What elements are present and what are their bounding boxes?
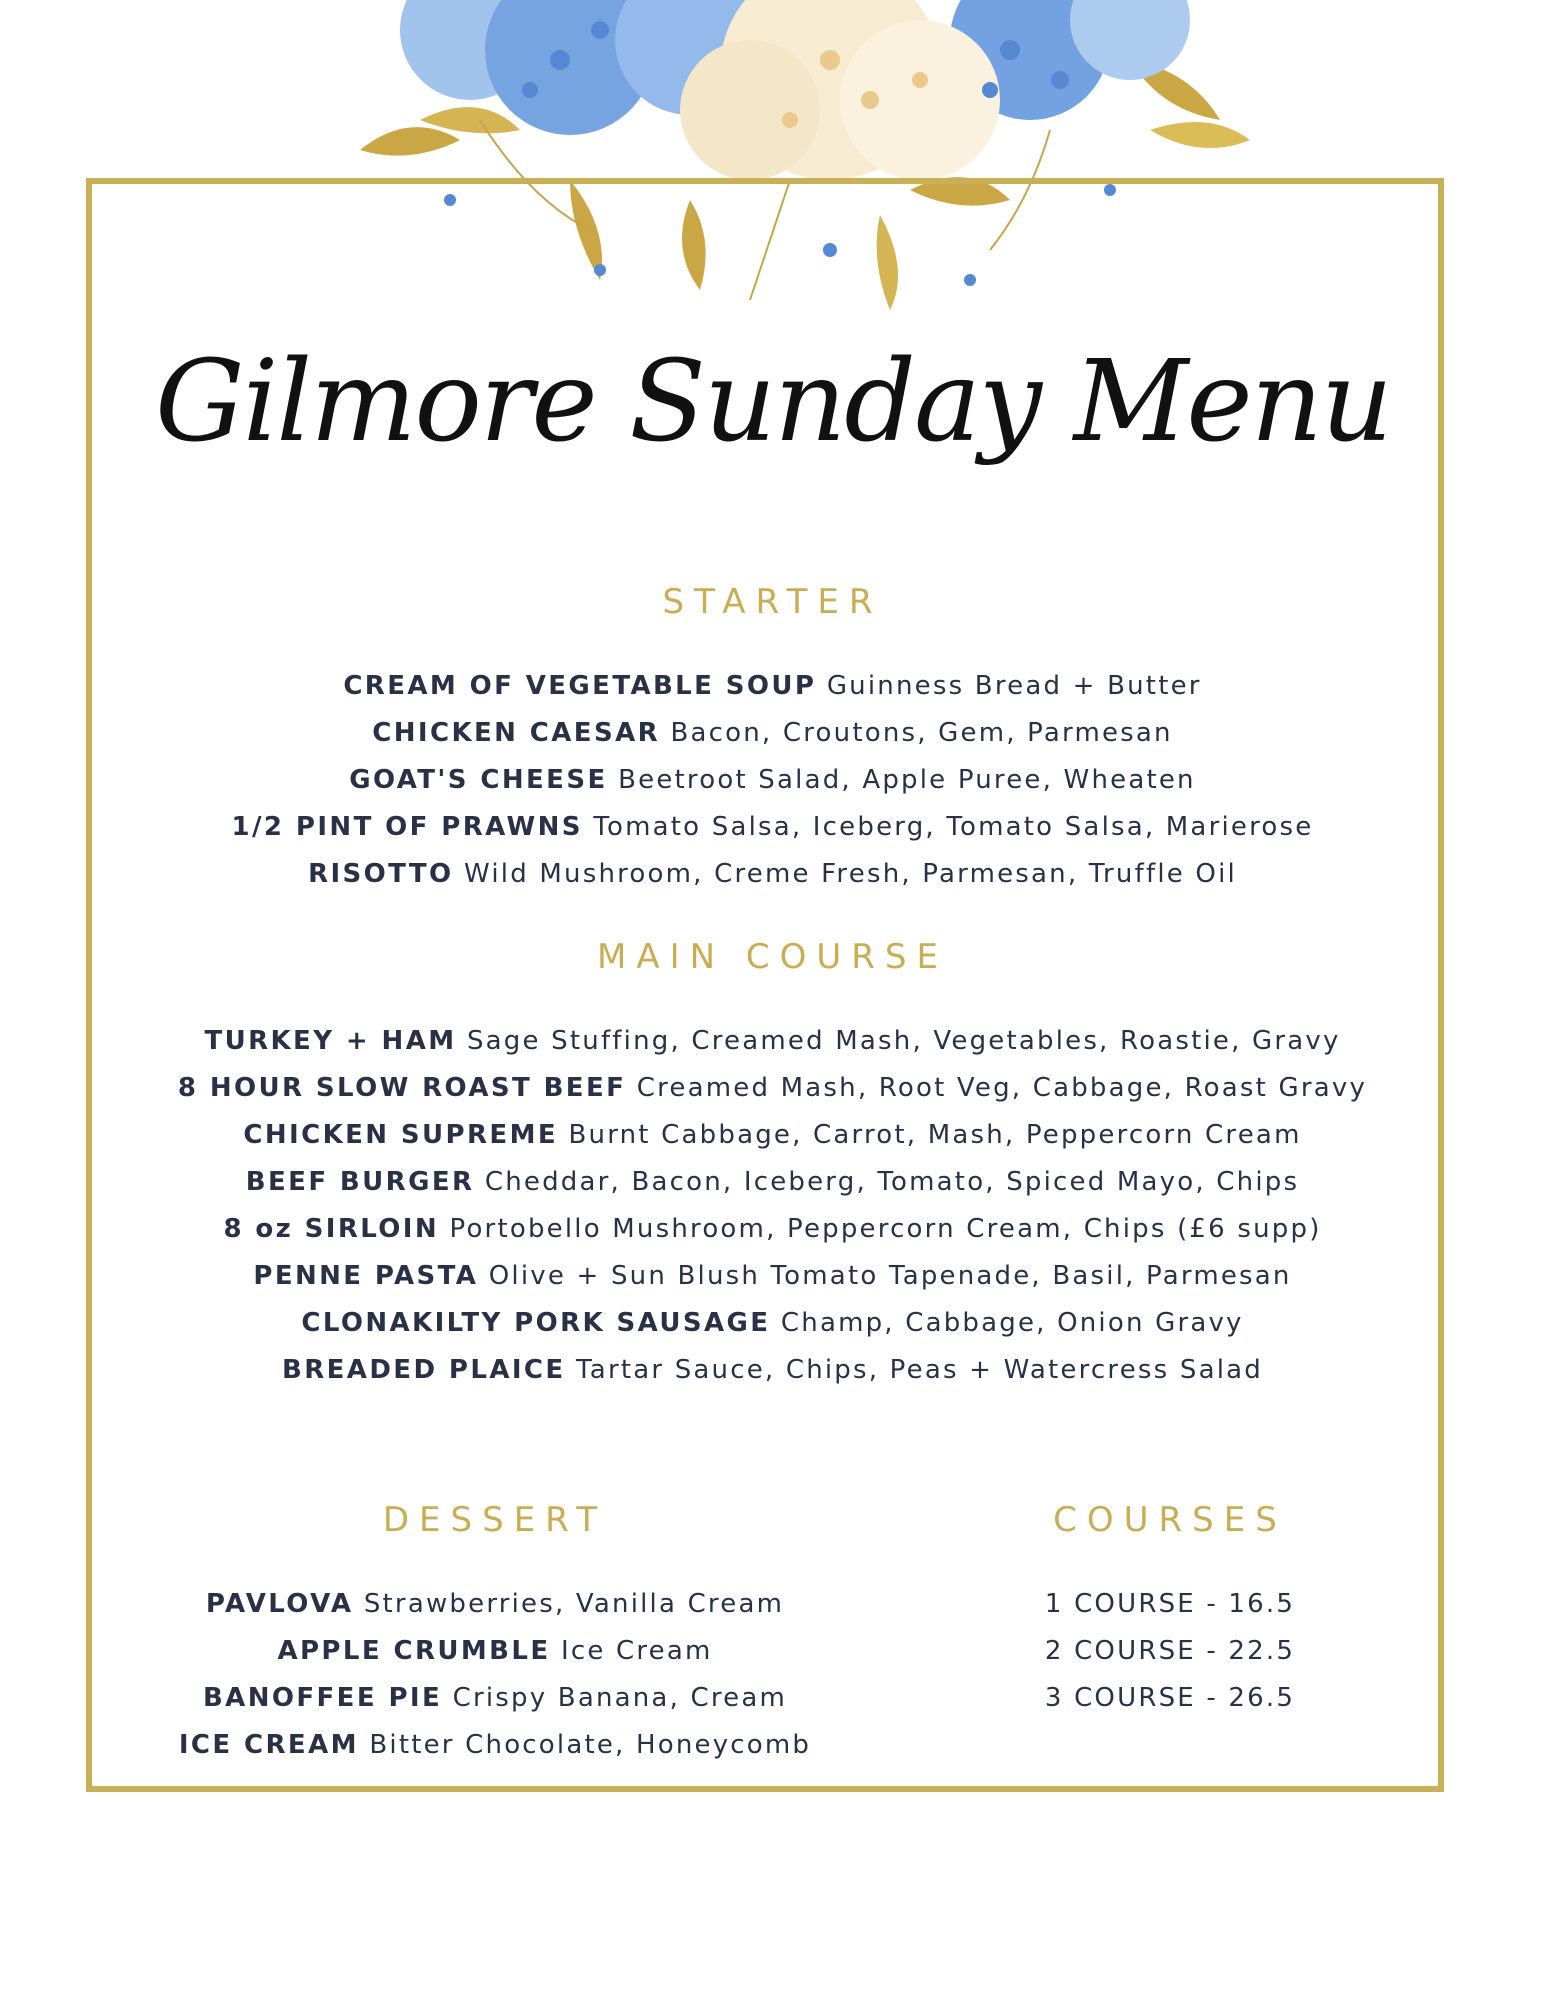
menu-item: PAVLOVA Strawberries, Vanilla Cream: [205, 1589, 785, 1619]
menu-item: 8 oz SIRLOIN Portobello Mushroom, Peppercorn Cream, Chips (£6 supp): [223, 1214, 1322, 1244]
course-price: 2 COURSE - 22.5: [1044, 1636, 1296, 1666]
dessert-list: [150, 1581, 840, 1769]
starter-heading: STARTER: [662, 582, 883, 622]
title-script: [154, 290, 1391, 520]
menu-title: [0, 290, 1545, 520]
course-price: 3 COURSE - 26.5: [1044, 1683, 1296, 1713]
course-price: 1 COURSE - 16.5: [1044, 1589, 1296, 1619]
main-course-heading: MAIN COURSE: [597, 937, 948, 977]
menu-item: TURKEY + HAM Sage Stuffing, Creamed Mash, Vegetables, Roastie, Gravy: [204, 1026, 1341, 1056]
courses-list: [1000, 1581, 1340, 1722]
starter-list: [0, 663, 1545, 898]
menu-item: 1/2 PINT OF PRAWNS Tomato Salsa, Iceberg, Tomato Salsa, Marierose: [231, 812, 1314, 842]
menu-item: CREAM OF VEGETABLE SOUP Guinness Bread + Butter: [343, 671, 1202, 701]
menu-item: 8 HOUR SLOW ROAST BEEF Creamed Mash, Root Veg, Cabbage, Roast Gravy: [177, 1073, 1368, 1103]
courses-heading: COURSES: [1053, 1500, 1287, 1540]
menu-item: ICE CREAM Bitter Chocolate, Honeycomb: [178, 1730, 812, 1760]
main-course-list: [0, 1018, 1545, 1394]
menu-item: BREADED PLAICE Tartar Sauce, Chips, Peas + Watercress Salad: [282, 1355, 1263, 1385]
menu-item: CLONAKILTY PORK SAUSAGE Champ, Cabbage, Onion Gravy: [301, 1308, 1244, 1338]
dessert-heading: DESSERT: [382, 1500, 608, 1540]
menu-item: CHICKEN CAESAR Bacon, Croutons, Gem, Parmesan: [372, 718, 1173, 748]
menu-item: BANOFFEE PIE Crispy Banana, Cream: [202, 1683, 788, 1713]
menu-item: PENNE PASTA Olive + Sun Blush Tomato Tapenade, Basil, Parmesan: [253, 1261, 1292, 1291]
menu-item: CHICKEN SUPREME Burnt Cabbage, Carrot, Mash, Peppercorn Cream: [243, 1120, 1302, 1150]
menu-item: BEEF BURGER Cheddar, Bacon, Iceberg, Tomato, Spiced Mayo, Chips: [245, 1167, 1300, 1197]
svg-text:Gilmore Sunday Menu: Gilmore Sunday Menu: [154, 337, 1391, 467]
menu-item: APPLE CRUMBLE Ice Cream: [277, 1636, 713, 1666]
menu-item: RISOTTO Wild Mushroom, Creme Fresh, Parmesan, Truffle Oil: [308, 859, 1237, 889]
menu-item: GOAT'S CHEESE Beetroot Salad, Apple Puree, Wheaten: [349, 765, 1196, 795]
